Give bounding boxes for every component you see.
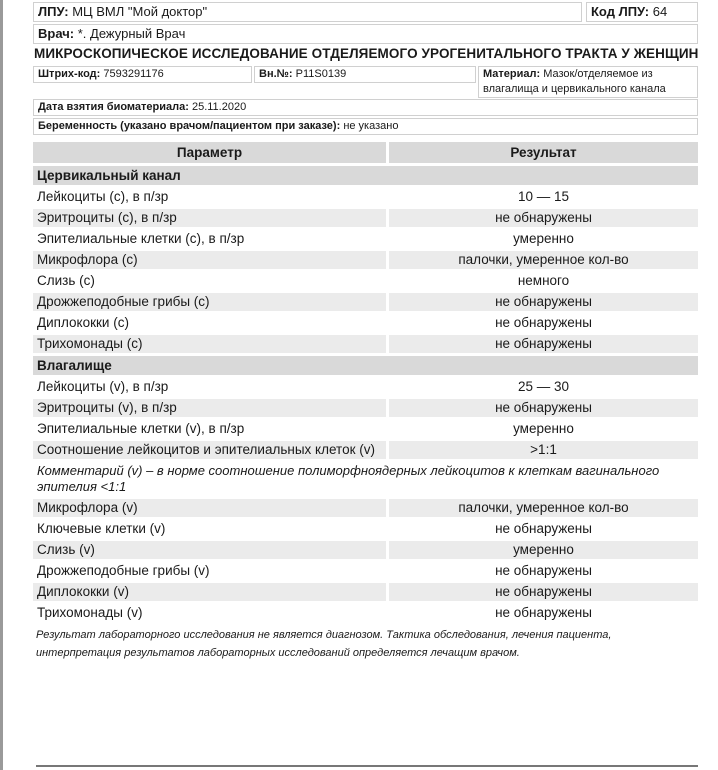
table-row [33,441,698,459]
doctor-field [33,24,698,44]
param-cell: Диплококки (v) [33,583,389,601]
table-row [33,604,698,622]
page-left-edge [0,0,3,770]
result-cell: не обнаружены [495,605,592,620]
footer-divider [36,765,698,767]
result-cell: немного [517,273,570,288]
param-cell: Микрофлора (v) [33,499,389,517]
param-cell: Эпителиальные клетки (v), в п/зр [33,420,389,438]
table-row [33,314,698,332]
param-cell: Лейкоциты (v), в п/зр [33,378,389,396]
table-row [33,420,698,438]
result-cell: 25 — 30 [517,379,570,394]
internal-number-field [254,66,476,83]
column-header-parameter: Параметр [33,142,389,163]
comment-row [33,462,698,496]
doctor-value: *. Дежурный Врач [77,26,186,41]
material-value-line2: влагалища и цервикального канала [483,83,666,95]
collection-date-value: 25.11.2020 [191,101,247,113]
table-row [33,562,698,580]
table-row [33,293,698,311]
param-cell: Микрофлора (с) [33,251,389,269]
param-cell: Трихомонады (v) [33,604,389,622]
doctor-label: Врач: [38,26,75,41]
table-header-row [33,142,698,163]
param-cell: Лейкоциты (с), в п/зр [33,188,389,206]
table-row [33,209,698,227]
result-cell: не обнаружены [389,209,698,227]
pregnancy-label: Беременность (указано врачом/пациентом при заказе): [38,120,341,132]
collection-date-label: Дата взятия биоматериала: [38,101,189,113]
result-cell: 10 — 15 [517,189,570,204]
section-row-cervical [33,166,698,185]
lpu-field [33,2,582,22]
param-cell: Диплококки (с) [33,314,389,332]
result-cell: >1:1 [389,441,698,459]
lpu-code-label: Код ЛПУ: [591,4,650,19]
result-cell: умеренно [513,421,574,436]
results-table [33,139,698,625]
param-cell: Ключевые клетки (v) [33,520,389,538]
param-cell: Дрожжеподобные грибы (с) [33,293,389,311]
result-cell: не обнаружены [389,335,698,353]
section-title: Влагалище [33,356,698,375]
lpu-code-value: 64 [652,4,668,19]
result-cell: не обнаружены [495,563,592,578]
result-cell: не обнаружены [389,293,698,311]
param-cell: Слизь (v) [33,541,389,559]
table-row [33,188,698,206]
lpu-value: МЦ ВМЛ "Мой доктор" [72,4,208,19]
table-row [33,272,698,290]
pregnancy-field [33,118,698,135]
param-cell: Трихомонады (с) [33,335,389,353]
param-cell: Соотношение лейкоцитов и эпителиальных клеток (v) [33,441,389,459]
table-row [33,251,698,269]
lpu-code-field [586,2,698,22]
table-row [33,583,698,601]
table-row [33,541,698,559]
result-cell: не обнаружены [389,399,698,417]
material-field [478,66,698,98]
collection-date-field [33,99,698,116]
disclaimer-text: Результат лабораторного исследования не является диагнозом. Тактика обследования, лечения пациента, интерпретация результатов лабораторных исследований определяется лечащим врачом. [36,629,612,659]
result-cell: не обнаружены [495,521,592,536]
param-cell: Эритроциты (с), в п/зр [33,209,389,227]
barcode-field [33,66,252,83]
result-cell: палочки, умеренное кол-во [389,499,698,517]
result-cell: умеренно [513,231,574,246]
table-row [33,520,698,538]
report-title: МИКРОСКОПИЧЕСКОЕ ИССЛЕДОВАНИЕ ОТДЕЛЯЕМОГО УРОГЕНИТАЛЬНОГО ТРАКТА У ЖЕНЩИН [34,46,699,61]
material-value-line1: Мазок/отделяемое из [543,68,653,80]
param-cell: Эритроциты (v), в п/зр [33,399,389,417]
internal-number-label: Вн.№: [259,68,293,80]
column-header-result: Результат [389,142,698,163]
section-title: Цервикальный канал [33,166,698,185]
lpu-label: ЛПУ: [38,4,69,19]
param-cell: Дрожжеподобные грибы (v) [33,562,389,580]
param-cell: Эпителиальные клетки (с), в п/зр [33,230,389,248]
barcode-value: 7593291176 [103,68,164,80]
table-row [33,230,698,248]
param-cell: Слизь (с) [33,272,389,290]
pregnancy-value: не указано [343,120,399,132]
material-label: Материал: [483,68,541,80]
table-row [33,399,698,417]
result-cell: умеренно [389,541,698,559]
result-cell: не обнаружены [389,583,698,601]
table-row [33,378,698,396]
result-cell: не обнаружены [495,315,592,330]
result-cell: палочки, умеренное кол-во [389,251,698,269]
table-row [33,499,698,517]
internal-number-value: P11S0139 [295,68,347,80]
table-row [33,335,698,353]
barcode-label: Штрих-код: [38,68,101,80]
comment-text: Комментарий (v) – в норме соотношение полиморфноядерных лейкоцитов к клеткам вагинального эпителия <1:1 [37,463,660,494]
section-row-vagina [33,356,698,375]
